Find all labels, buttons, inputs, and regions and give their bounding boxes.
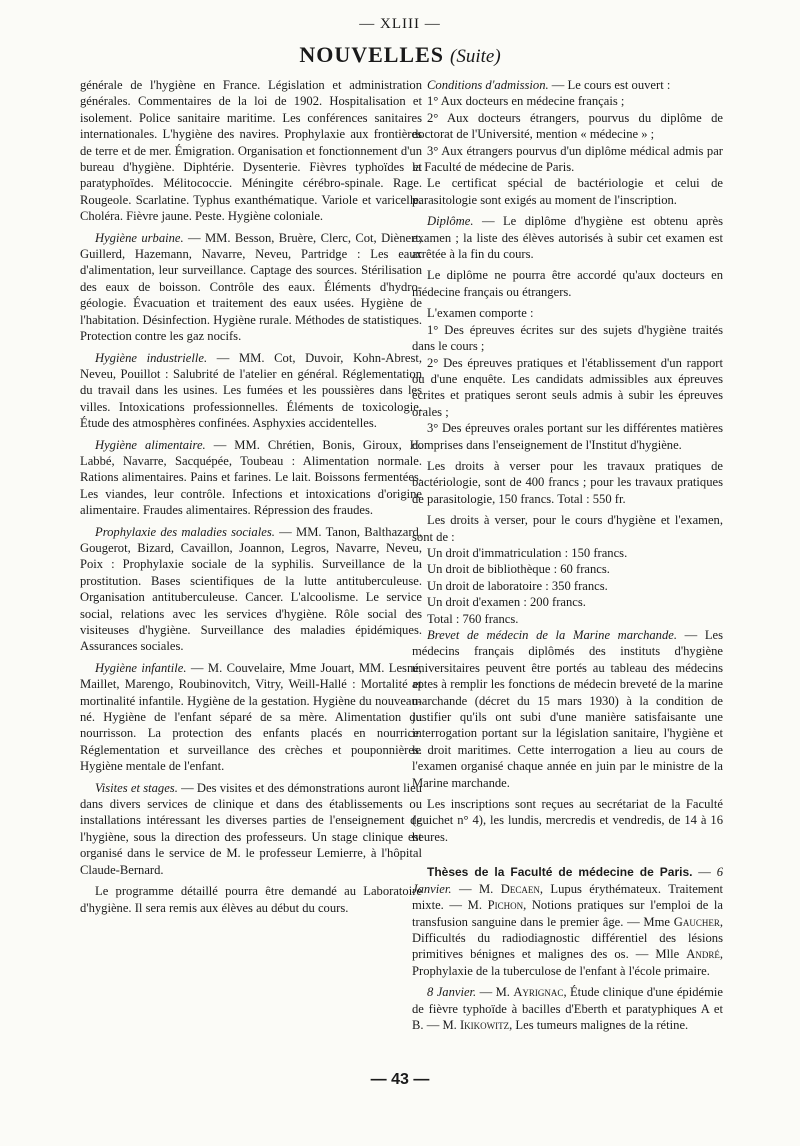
- fee-line: Total : 760 francs.: [427, 611, 519, 626]
- paragraph-text: — MM. Chrétien, Bonis, Giroux, H. Labbé, Navarre, Sacquépée, Toubeau : Alimentation normale. Rations alimentaires. Pains et farines. Le lait. Boissons fermentées. Les viandes, leur contrôle. Infections et intoxications d'origine alimentaire. Fraudes alimentaires. Répression des fraudes.: [80, 437, 422, 518]
- paragraph-text: — M. Couvelaire, Mme Jouart, MM. Lesné, Maillet, Marengo, Roubinovitch, Vitry, Weill-Hallé : Mortalité et mortinalité infantile. Hygiène de la gestation. Hygiène du nouveau-né. Hygiène de l'enfant séparé de sa mère. Alimentation du nourrisson. La protection des enfants placés en nourrice. Réglementation et surveillance des crèches et pouponnières. Hygiène mentale de l'enfant.: [80, 660, 422, 774]
- subsection-title: Brevet de médecin de la Marine marchande.: [427, 628, 677, 642]
- thesis-author: Pichon: [487, 898, 524, 913]
- paragraph-text: — Des visites et des démonstrations auront lieu dans divers services de clinique et dans des établissements ou installations intéressant les diverses parties de l'enseignement de l'hygiène, sous la direction des professeurs. Un stage clinique est organisé dans le service de M. le professeur Lemierre, à l'hôpital Claude-Bernard.: [80, 780, 422, 877]
- text-run: , Étude clinique d'une épidémie de fièvre typhoïde à bacilles d'Eberth et paratyphiques A et B. — M.: [412, 985, 723, 1032]
- exam-item: 2° Des épreuves pratiques et l'établissement d'un rapport ou d'une enquête. Les candidats admissibles aux épreuves écrites et pratiques seront seuls admis à subir les épreuves orales ;: [412, 355, 723, 419]
- text-run: , Notions pratiques sur l'emploi de la transfusion sanguine dans le premier âge. — Mme: [412, 898, 724, 929]
- text-run: — M.: [476, 985, 514, 1000]
- thesis-author: Ayrignac: [513, 985, 564, 1000]
- section-heading: [0, 42, 800, 68]
- subsection-title: Hygiène infantile.: [95, 660, 187, 675]
- fee-line: Un droit de bibliothèque : 60 francs.: [427, 562, 610, 577]
- text-run: , Lupus érythémateux. Traitement mixte. — M.: [412, 881, 723, 913]
- paragraph-droits-tp: Les droits à verser pour les travaux pratiques de bactériologie, sont de 400 francs ; pour les travaux pratiques de parasitologie, 150 francs. Total : 550 fr.: [412, 458, 723, 506]
- left-column: [80, 77, 422, 921]
- subsection-title: Hygiène industrielle.: [95, 350, 208, 365]
- text-run: , Prophylaxie de la tuberculose de l'enfant à l'école primaire.: [412, 947, 723, 978]
- paragraph-hygiene-infantile: [80, 660, 422, 775]
- condition-item: 3° Aux étrangers pourvus d'un diplôme médical admis par la Faculté de médecine de Paris.: [412, 143, 723, 175]
- condition-item: 2° Aux docteurs étrangers, pourvus du diplôme de doctorat de l'Université, mention « médecine » ;: [412, 110, 723, 142]
- theses-title: Thèses de la Faculté de médecine de Paris.: [427, 865, 693, 880]
- paragraph-brevet: [412, 627, 723, 791]
- paragraph-text: — Le diplôme d'hygiène est obtenu après examen ; la liste des élèves autorisés à subir cet examen est arrêtée à la fin du cours.: [412, 214, 723, 262]
- subsection-title: Hygiène urbaine.: [95, 230, 184, 245]
- paragraph-hygiene-urbaine: [80, 230, 422, 345]
- paragraph-theses: Thèses de la Faculté de médecine de Paris. — 6 Janvier. — M. Decaen, Lupus érythémateux. Traitement mixte. — M. Pichon, Notions pratiques sur l'emploi de la transfusion sanguine dans le premier âge. — Mme Gaucher, Difficultés du radiodiagnostic différentiel des lésions primitives bénignes et malignes des os. — Mlle André, Prophylaxie de la tuberculose de l'enfant à l'école primaire.: [412, 865, 724, 978]
- section-suite: (Suite): [450, 46, 501, 67]
- paragraph-examen: L'examen comporte :: [427, 306, 534, 321]
- thesis-author: André: [686, 947, 720, 962]
- fee-line: Un droit de laboratoire : 350 francs.: [427, 578, 608, 593]
- thesis-author: Ikikowitz: [459, 1017, 510, 1032]
- paragraph-text: — MM. Besson, Bruère, Clerc, Cot, Diènert, Guillerd, Hazemann, Navarre, Neveu, Partridge : Les eaux d'alimentation, leur surveillance. Captage des sources. Stérilisation des eaux de boisson. Contrôle des eaux. Éléments d'hydro-géologie. Évacuation et traitement des eaux usées. Hygiène de l'habitation. Désinfection. Hygiène rurale. Méthodes de statistiques. Protection contre les gaz nocifs.: [80, 230, 422, 344]
- thesis-date: 6 Janvier.: [412, 865, 723, 896]
- text-run: , Les tumeurs malignes de la rétine.: [509, 1017, 689, 1032]
- paragraph-diplome: [412, 213, 723, 262]
- paragraph-certificat: Le certificat spécial de bactériologie et celui de parasitologie sont exigés au moment de l'inscription.: [412, 176, 723, 207]
- section-title: NOUVELLES: [299, 42, 445, 67]
- fee-line: Un droit d'examen : 200 francs.: [427, 595, 586, 610]
- exam-item: 1° Des épreuves écrites sur des sujets d'hygiène traités dans le cours ;: [412, 322, 723, 354]
- paragraph-conditions: [412, 77, 723, 93]
- thesis-author: Decaen: [500, 881, 540, 896]
- paragraph-text: — Le cours est ouvert :: [548, 78, 671, 92]
- right-column: [412, 77, 723, 1038]
- paragraph-text: — MM. Tanon, Balthazard, Gougerot, Bizard, Cavaillon, Joannon, Legros, Navarre, Neveu, Poix : Prophylaxie sociale de la syphilis. Surveillance de la prostitution. Bases scientifiques de la lutte antituberculeuse. Organisation antituberculeuse. Cancer. L'alcoolisme. Le service social, relations avec les services d'hygiène. Rôle social des visiteuses d'hygiène. Surveillance des maladies épidémiques. Assurances sociales.: [80, 524, 422, 654]
- exam-item: 3° Des épreuves orales portant sur les différentes matières comprises dans l'enseignement de l'Institut d'hygiène.: [412, 421, 723, 452]
- paragraph-visites-stages: [80, 780, 422, 878]
- paragraph-hygiene-industrielle: [80, 350, 422, 432]
- paragraph-diplome-accord: Le diplôme ne pourra être accordé qu'aux docteurs en médecine français ou étrangers.: [412, 268, 723, 299]
- paragraph-hygiene-generale: générale de l'hygiène en France. Législation et administration générales. Commentaires de la loi de 1902. Hospitalisation et isolement. Police sanitaire maritime. Les conférences sanitaires internationales. L'hygiène des navires. Prophylaxie aux frontières de terre et de mer. Émigration. Organisation et fonctionnement d'un bureau d'hygiène. Diphtérie. Dysenterie. Fièvres typhoïdes et paratyphoïdes. Mélitococcie. Méningite cérébro-spinale. Rage. Rougeole. Scarlatine. Typhus exanthématique. Variole et varicelle. Choléra. Fièvre jaune. Peste. Hygiène coloniale.: [80, 78, 422, 224]
- page-number: — 43 —: [370, 1071, 430, 1088]
- subsection-title: Hygiène alimentaire.: [95, 437, 206, 452]
- condition-item: 1° Aux docteurs en médecine français ;: [427, 94, 625, 109]
- subsection-title: Visites et stages.: [95, 780, 178, 795]
- text-run: — M.: [451, 881, 501, 896]
- paragraph-text: — Les médecins français diplômés des instituts d'hygiène universitaires peuvent être portés au tableau des médecins aptes à remplir les fonctions de médecin breveté de la marine marchande (décret du 15 mars 1930) à la condition de justifier qu'ils ont subi d'une manière satisfaisante une interrogation portant sur la législation sanitaire, l'hygiène et le droit maritimes. Cette interrogation a lieu au cours de l'examen organisé chaque année en juin par le ministre de la Marine marchande.: [412, 628, 723, 790]
- thesis-date: 8 Janvier.: [427, 985, 477, 1000]
- subsection-title: Diplôme.: [427, 214, 474, 229]
- paragraph-theses-8-janvier: [412, 984, 723, 1033]
- subsection-title: Conditions d'admission.: [427, 78, 549, 92]
- fee-line: Un droit d'immatriculation : 150 francs.: [427, 545, 628, 560]
- paragraph-hygiene-alimentaire: [80, 437, 422, 519]
- thesis-author: Gaucher: [673, 914, 720, 929]
- subsection-title: Prophylaxie des maladies sociales.: [95, 524, 275, 539]
- paragraph-text: — MM. Cot, Duvoir, Kohn-Abrest, Neveu, Pouillot : Salubrité de l'atelier en général. Réglementation du travail dans les usines. Les fumées et les poussières dans les villes. Intoxications professionnelles. Éléments de toxicologie. Étude des atmosphères confinées. Asphyxies accidentelles.: [80, 350, 422, 431]
- roman-folio: — XLIII —: [359, 16, 441, 32]
- paragraph-droits-cours: Les droits à verser, pour le cours d'hygiène et l'examen, sont de :: [412, 513, 723, 544]
- paragraph-inscriptions: Les inscriptions sont reçues au secrétariat de la Faculté (guichet n° 4), les lundis, mercredis et vendredis, de 14 à 16 heures.: [412, 797, 723, 844]
- text-run: , Difficultés du radiodiagnostic différentiel des lésions primitives bénignes et malignes des os. — Mlle: [412, 914, 723, 962]
- paragraph-programme: Le programme détaillé pourra être demandé au Laboratoire d'hygiène. Il sera remis aux élèves au début du cours.: [80, 884, 422, 915]
- paragraph-prophylaxie: [80, 524, 422, 655]
